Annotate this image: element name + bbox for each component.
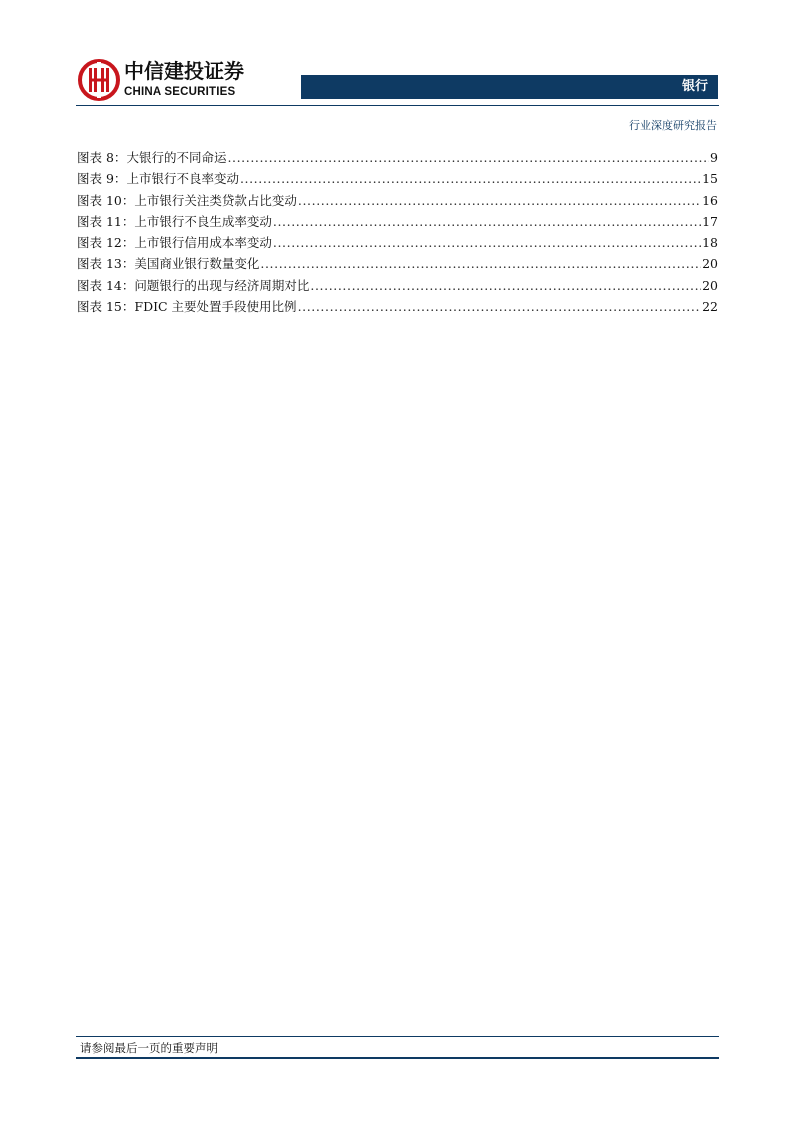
- toc-entry-label: 图表 13：: [77, 256, 135, 272]
- toc-entry-label: 图表 14：: [77, 277, 135, 293]
- toc-entry[interactable]: [77, 190, 718, 211]
- toc-entry-title: 上市银行关注类贷款占比变动: [134, 192, 297, 208]
- toc-leader-dots: [298, 190, 701, 211]
- footer-disclaimer: 请参阅最后一页的重要声明: [80, 1041, 218, 1055]
- toc-entry-title: 大银行的不同命运: [126, 150, 227, 165]
- toc-entry-title: 上市银行信用成本率变动: [134, 235, 272, 251]
- footer-divider-top: [76, 1036, 719, 1037]
- toc-entry-label: 图表 15：: [77, 299, 135, 315]
- toc-entry[interactable]: [77, 253, 718, 274]
- toc-entry-label: 图表 12：: [77, 235, 135, 251]
- footer-divider-bottom: [76, 1057, 719, 1059]
- toc-entry-page: 18: [702, 235, 718, 251]
- toc-entry[interactable]: [77, 296, 718, 317]
- report-type: 行业深度研究报告: [629, 119, 717, 132]
- toc-entry-page: 20: [702, 256, 718, 272]
- toc-entry-label: 图表 10：: [77, 192, 135, 208]
- citic-logo-icon: [78, 59, 120, 101]
- toc-entry[interactable]: [77, 147, 718, 168]
- toc-leader-dots: [273, 211, 701, 232]
- toc-entry[interactable]: [77, 275, 718, 296]
- toc-entry-page: 17: [702, 213, 718, 229]
- toc-leader-dots: [273, 232, 701, 253]
- toc-leader-dots: [240, 168, 701, 189]
- figure-list: [77, 147, 718, 317]
- toc-entry-label: 图表 9：: [77, 171, 127, 187]
- toc-entry-label: 图表 11：: [77, 213, 135, 229]
- toc-entry-page: 9: [710, 150, 718, 165]
- toc-entry-page: 15: [702, 171, 718, 187]
- toc-leader-dots: [298, 296, 702, 317]
- toc-entry-title: 问题银行的出现与经济周期对比: [134, 277, 310, 293]
- logo-english-name: CHINA SECURITIES: [124, 86, 236, 98]
- logo-chinese-name: 中信建投证券: [124, 59, 244, 83]
- toc-entry-title: 美国商业银行数量变化: [134, 256, 260, 272]
- toc-entry[interactable]: [77, 232, 718, 253]
- sector-label: 银行: [681, 79, 708, 94]
- toc-leader-dots: [227, 147, 709, 168]
- toc-entry[interactable]: [77, 211, 718, 232]
- company-logo: [78, 58, 253, 102]
- toc-entry-title: 上市银行不良生成率变动: [134, 213, 272, 229]
- toc-leader-dots: [260, 253, 701, 274]
- toc-entry-page: 20: [702, 277, 718, 293]
- toc-leader-dots: [310, 275, 701, 296]
- toc-entry-title: FDIC 主要处置手段使用比例: [134, 299, 297, 315]
- header-sector-bar: [301, 75, 718, 99]
- toc-entry-page: 16: [702, 192, 718, 208]
- toc-entry-title: 上市银行不良率变动: [126, 171, 239, 187]
- toc-entry-label: 图表 8：: [77, 150, 127, 165]
- toc-entry-page: 22: [702, 299, 718, 315]
- header-divider: [76, 105, 719, 106]
- toc-entry[interactable]: [77, 168, 718, 189]
